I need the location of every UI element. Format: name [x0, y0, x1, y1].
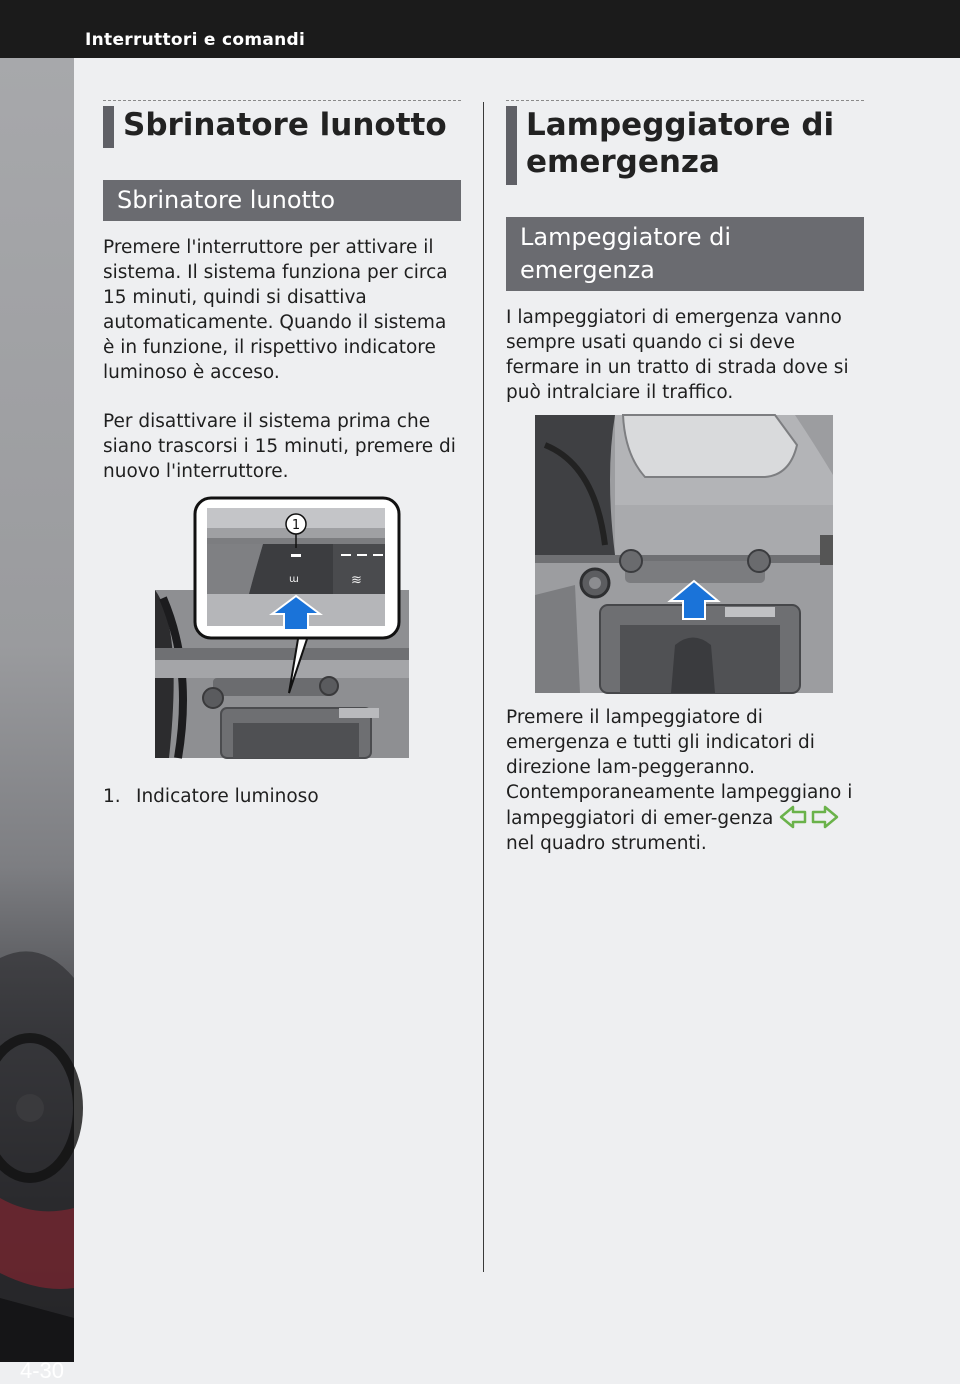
- page-header: [0, 0, 960, 58]
- subsection-heading: Sbrinatore lunotto: [103, 180, 461, 221]
- page-number: 4-30: [20, 1358, 65, 1383]
- body-paragraph: Premere l'interruttore per attivare il sistema. Il sistema funziona per circa 15 minuti, quindi si disattiva automaticamente. Quando il sistema è in funzione, il rispettivo indicatore luminoso è acceso.: [103, 237, 448, 383]
- caption-text: Indicatore luminoso: [136, 786, 319, 807]
- callout-number: 1: [291, 518, 301, 533]
- defroster-illustration: [103, 498, 461, 772]
- subsection-heading: Lampeggiatore di emergenza: [506, 217, 864, 291]
- section-title: Sbrinatore lunotto: [123, 107, 447, 143]
- turn-signal-arrows-icon: [779, 805, 839, 829]
- header-title: Interruttori e comandi: [85, 30, 306, 50]
- paragraph-text: nel quadro strumenti.: [506, 833, 707, 854]
- section-heading: [103, 100, 461, 150]
- figure-caption: [103, 784, 461, 809]
- section-heading: [506, 100, 864, 187]
- body-paragraph: Per disattivare il sistema prima che siano trascorsi i 15 minuti, premere di nuovo l'interruttore.: [103, 411, 456, 482]
- body-paragraph: I lampeggiatori di emergenza vanno sempre usati quando ci si deve fermare in un tratto di strada dove si può intralciare il traffico.: [506, 307, 849, 403]
- left-column: [103, 100, 461, 809]
- caption-number: 1.: [103, 786, 121, 807]
- right-column: [506, 100, 864, 856]
- svg-text:≋: ≋: [351, 573, 362, 588]
- paragraph-text: Premere il lampeggiatore di emergenza e tutti gli indicatori di direzione lam-peggeranno. Contemporaneamente lampeggiano i lampeggiatori di emer-genza: [506, 707, 853, 829]
- sidebar-decoration: [0, 58, 74, 1383]
- svg-text:ɯ: ɯ: [289, 574, 299, 585]
- hazard-illustration: [535, 415, 864, 697]
- body-paragraph: [506, 705, 864, 856]
- dashboard-photo-strip: [0, 58, 74, 1362]
- section-title: Lampeggiatore di emergenza: [526, 107, 835, 180]
- column-divider: [483, 102, 484, 1272]
